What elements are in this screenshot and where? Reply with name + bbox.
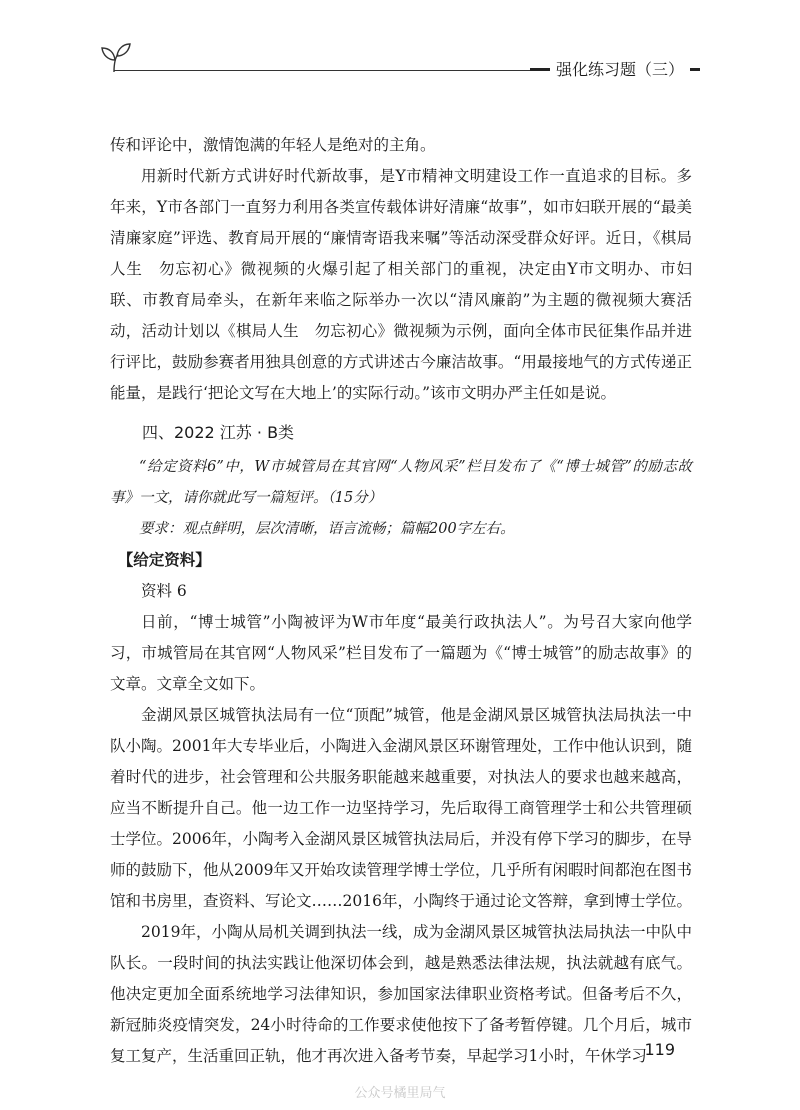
paragraph: 2019年，小陶从局机关调到执法一线，成为金湖风景区城管执法局执法一中队中队长。一段时间的执法实践让他深切体会到，越是熟悉法律法规，执法就越有底气。他决定更加全面系统地学习法律知识，参加国家法律职业资格考试。但备考后不久，新冠肺炎疫情突发，24小时待命的工作要求使他按下了备考暂停键。几个月后，城市复工复产，生活重回正轨，他才再次进入备考节奏，早起学习1小时，午休学习 [110,923,692,1065]
sprout-icon [100,40,132,74]
header-title: 强化练习题（三） [550,57,690,80]
paragraph: 金湖风景区城管执法局有一位“顶配”城管，他是金湖风景区城管执法局执法一中队小陶。2001年大专毕业后，小陶进入金湖风景区环谢管理处，工作中他认识到，随着时代的进步，社会管理和公共服务职能越来越重要，对执法人的要求也越来越高，应当不断提升自己。他一边工作一边坚持学习，先后取得工商管理学士和公共管理硕士学位。2006年，小陶考入金湖风景区城管执法局后，并没有停下学习的脚步，在导师的鼓励下，他从2009年又开始攻读管理学博士学位，几乎所有闲暇时间都泡在图书馆和书房里，查资料、写论文……2016年，小陶终于通过论文答辩，拿到博士学位。 [110,706,692,910]
watermark: 公众号橘里局气 [354,1086,446,1101]
material-number: 资料 6 [141,582,187,600]
materials-heading: 【给定资料】 [117,551,211,569]
paragraph: 传和评论中，激情饱满的年轻人是绝对的主角。 [110,136,436,154]
requirement-text: 要求：观点鲜明，层次清晰，语言流畅；篇幅200字左右。 [139,521,515,537]
section-heading: 四、2022 江苏 · B类 [142,423,295,442]
running-header [100,40,700,80]
page-number: 119 [644,1040,675,1059]
question-text: “给定资料6”中，W市城管局在其官网“人物风采”栏目发布了《“博士城管”的励志故事》一文，请你就此写一篇短评。（15分） [110,459,692,506]
paragraph: 用新时代新方式讲好时代新故事，是Y市精神文明建设工作一直追求的目标。多年来，Y市各部门一直努力利用各类宣传载体讲好清廉“故事”，如市妇联开展的“最美清廉家庭”评选、教育局开展的“廉情寄语我来嘱”等活动深受群众好评。近日，《棋局人生 勿忘初心》微视频的火爆引起了相关部门的重视，决定由Y市文明办、市妇联、市教育局牵头，在新年来临之际举办一次以“清风廉韵”为主题的微视频大赛活动，活动计划以《棋局人生 勿忘初心》微视频为示例，面向全体市民征集作品并进行评比，鼓励参赛者用独具创意的方式讲述古今廉洁故事。“用最接地气的方式传递正能量，是践行‘把论文写在大地上’的实际行动。”该市文明办严主任如是说。 [110,167,692,402]
paragraph: 日前，“博士城管”小陶被评为W市年度“最美行政执法人”。为号召大家向他学习，市城管局在其官网“人物风采”栏目发布了一篇题为《“博士城管”的励志故事》的文章。文章全文如下。 [110,613,692,693]
page-body [110,130,692,1072]
